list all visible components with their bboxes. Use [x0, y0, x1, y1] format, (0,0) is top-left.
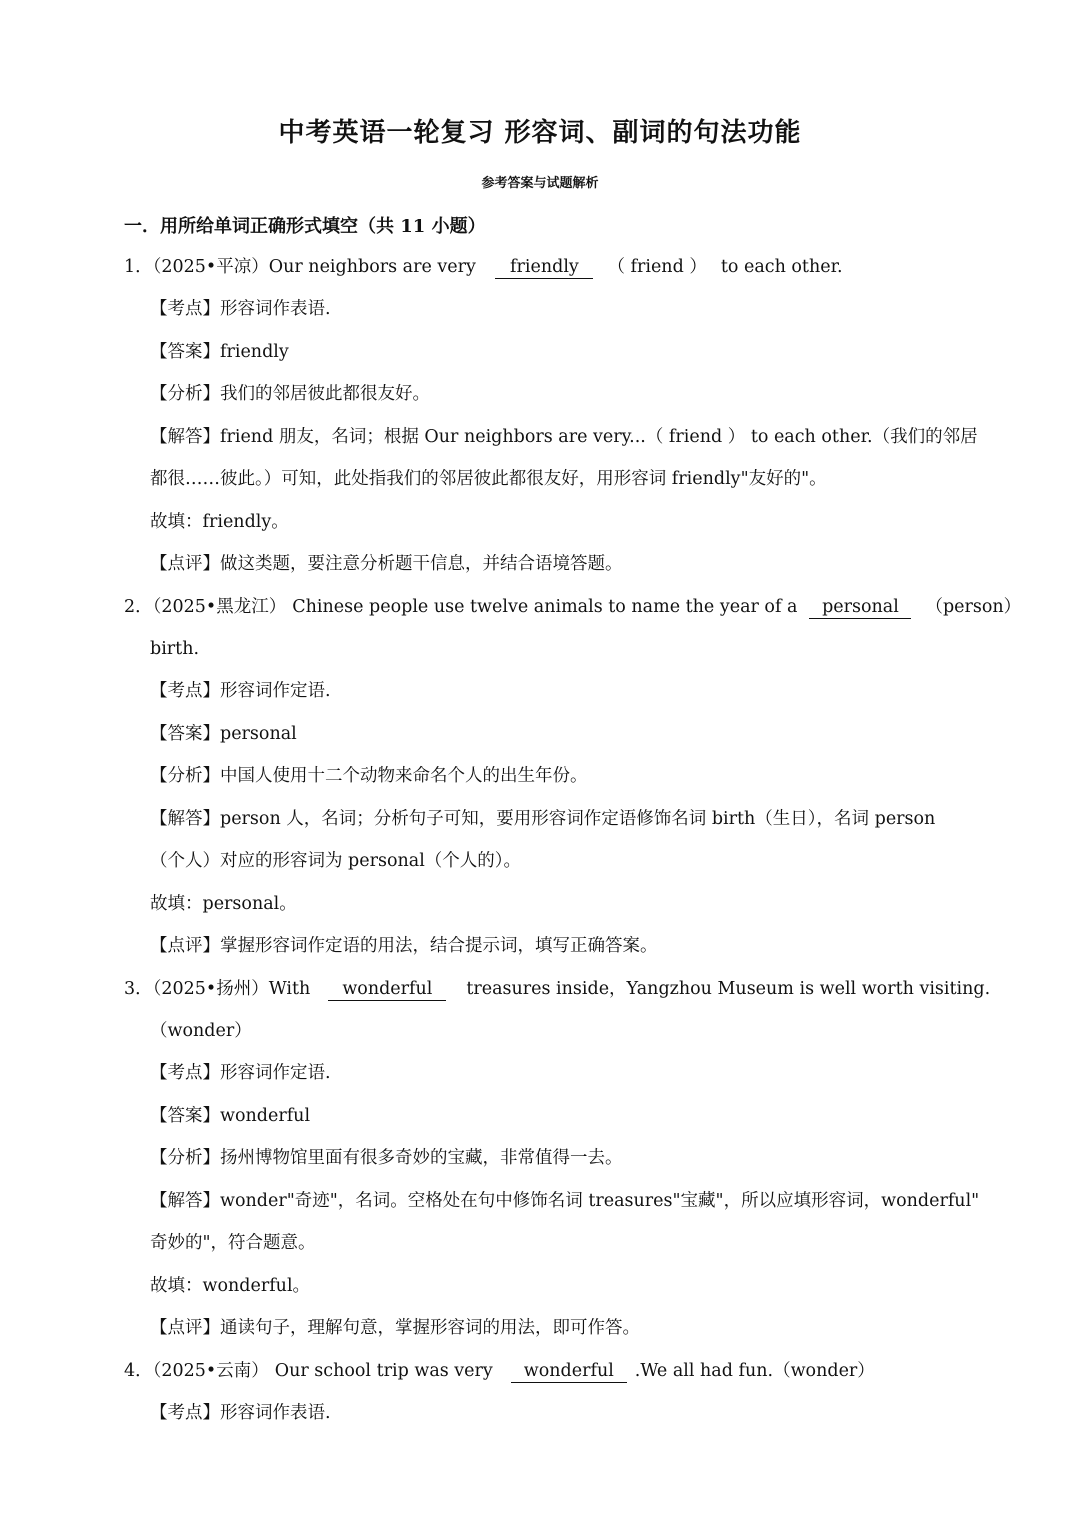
kaodian: 【考点】形容词作表语. [150, 1403, 331, 1423]
jieda-line-1: 【解答】wonder"奇迹"，名词。空格处在句中修饰名词 treasures"宝藏"，所以应填形容词，wonderful" [150, 1191, 980, 1211]
question-number: 1． [124, 257, 153, 277]
answer-blank: wonderful [511, 1360, 627, 1383]
jieda-line-2: 奇妙的"，符合题意。 [150, 1233, 316, 1253]
jieda-line-2: （个人）对应的形容词为 personal（个人的）。 [150, 851, 522, 871]
question-text: Our school trip was very [274, 1361, 493, 1381]
question-source: （2025•黑龙江） [152, 597, 287, 617]
question-2 [124, 594, 1021, 620]
question-text-after: to each other. [720, 257, 843, 277]
jieda-line-2: 都很……彼此。）可知，此处指我们的邻居彼此都很友好，用形容词 friendly"友好的"。 [150, 469, 827, 489]
word-hint: （wonder） [150, 1021, 252, 1041]
question-number: 3． [124, 979, 153, 999]
question-text: Chinese people use twelve animals to name the year of a [292, 597, 798, 617]
daan: 【答案】wonderful [150, 1106, 311, 1126]
dianping: 【点评】掌握形容词作定语的用法，结合提示词，填写正确答案。 [150, 936, 658, 956]
question-1 [124, 254, 843, 280]
kaodian: 【考点】形容词作定语. [150, 1063, 331, 1083]
dianping: 【点评】通读句子，理解句意，掌握形容词的用法，即可作答。 [150, 1318, 640, 1338]
guti: 故填：wonderful。 [150, 1276, 311, 1296]
question-3 [124, 976, 990, 1002]
jieda-line-1: 【解答】person 人，名词；分析句子可知，要用形容词作定语修饰名词 birth（生日），名词 person [150, 809, 936, 829]
question-number: 2． [124, 597, 153, 617]
question-text-after: .We all had fun.（wonder） [634, 1361, 875, 1381]
question-text-after: treasures inside，Yangzhou Museum is well worth visiting. [466, 979, 991, 999]
guti: 故填：personal。 [150, 894, 297, 914]
section-title: 一．用所给单词正确形式填空（共 11 小题） [124, 216, 486, 237]
question-2-continued: birth. [150, 639, 200, 659]
daan: 【答案】personal [150, 724, 297, 744]
answer-blank: wonderful [328, 978, 446, 1001]
document-title: 中考英语一轮复习 形容词、副词的句法功能 [278, 118, 802, 148]
document-subtitle: 参考答案与试题解析 [481, 176, 599, 191]
kaodian: 【考点】形容词作定语. [150, 681, 331, 701]
question-source: （2025•平凉） [152, 257, 269, 277]
question-source: （2025•云南） [152, 1361, 269, 1381]
answer-blank: personal [809, 596, 911, 619]
question-text: With [268, 979, 311, 999]
question-text: Our neighbors are very [268, 257, 476, 277]
daan: 【答案】friendly [150, 342, 289, 362]
question-4 [124, 1358, 875, 1384]
dianping: 【点评】做这类题，要注意分析题干信息，并结合语境答题。 [150, 554, 623, 574]
word-hint: （ friend ） [607, 257, 707, 277]
fenxi: 【分析】扬州博物馆里面有很多奇妙的宝藏，非常值得一去。 [150, 1148, 623, 1168]
guti: 故填：friendly。 [150, 512, 289, 532]
question-source: （2025•扬州） [152, 979, 269, 999]
answer-blank: friendly [495, 256, 593, 279]
word-hint: （person） [925, 597, 1022, 617]
question-number: 4． [124, 1361, 153, 1381]
fenxi: 【分析】我们的邻居彼此都很友好。 [150, 384, 430, 404]
fenxi: 【分析】中国人使用十二个动物来命名个人的出生年份。 [150, 766, 588, 786]
jieda-line-1: 【解答】friend 朋友，名词；根据 Our neighbors are very...（ friend ） to each other.（我们的邻居 [150, 427, 978, 447]
kaodian: 【考点】形容词作表语. [150, 299, 331, 319]
